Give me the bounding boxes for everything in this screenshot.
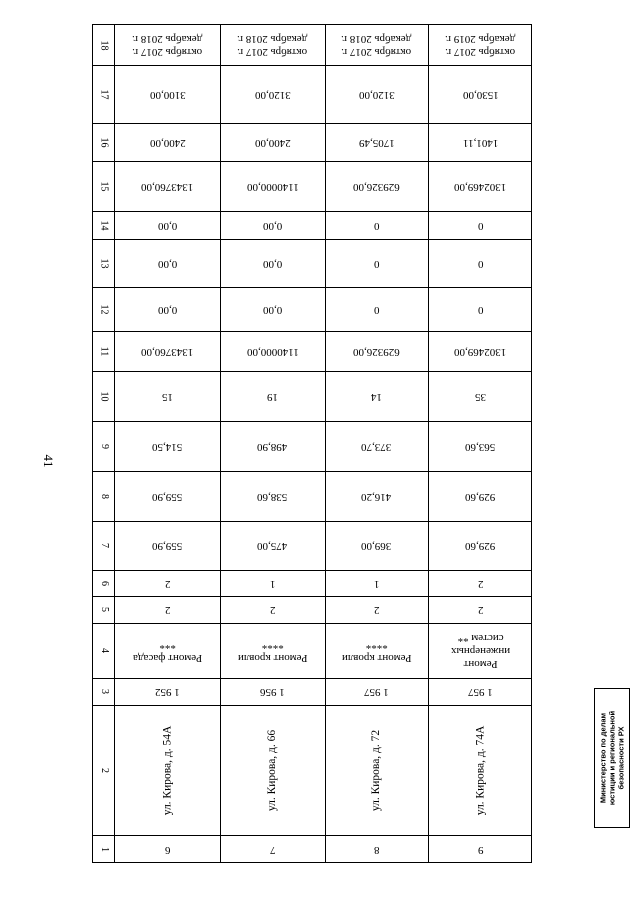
cell-value: 2 xyxy=(477,604,484,616)
work-type xyxy=(238,638,308,664)
work-period-line: октябрь 2017 г. xyxy=(341,46,412,58)
cell-value: 0,00 xyxy=(157,303,178,316)
column-number xyxy=(93,65,115,123)
table-cell-col-8 xyxy=(325,471,428,521)
cell-value: 2400,00 xyxy=(149,136,186,149)
column-number-text: 14 xyxy=(98,220,110,230)
cell-value: 563,60 xyxy=(465,440,496,453)
table-cell-col-8 xyxy=(428,471,533,521)
table-cell-col-9 xyxy=(115,421,220,471)
cell-value: 1 xyxy=(373,577,380,590)
table-cell-col-10 xyxy=(115,371,220,421)
table-cell-col-14 xyxy=(325,211,428,239)
work-type-line: **** xyxy=(365,638,388,651)
table-cell-col-18 xyxy=(325,25,428,65)
cell-value: 1302469,00 xyxy=(454,345,507,358)
table-cell-col-7 xyxy=(220,521,325,570)
table-cell-col-13 xyxy=(428,239,533,287)
cell-value: 2 xyxy=(164,577,171,590)
column-number-text: 13 xyxy=(98,258,110,268)
table-cell-col-1 xyxy=(325,835,428,864)
work-type-line: Ремонт кровли xyxy=(341,651,412,664)
cell-value: 2 xyxy=(269,604,276,616)
row-number: 9 xyxy=(477,844,484,856)
column-number xyxy=(93,421,115,471)
cell-value: 1140000,00 xyxy=(246,180,299,193)
table-cell-col-16 xyxy=(428,123,533,161)
table-cell-col-13 xyxy=(220,239,325,287)
column-number-text: 11 xyxy=(98,346,110,356)
work-period xyxy=(341,32,411,58)
address: ул. Кирова, д. 74А xyxy=(473,725,486,815)
cell-value: 1140000,00 xyxy=(246,345,299,358)
work-type-line: Ремонт кровли xyxy=(237,651,308,664)
cell-value: 559,90 xyxy=(152,540,183,552)
cell-value: 3120,00 xyxy=(254,88,291,101)
cell-value: 0,00 xyxy=(262,303,283,316)
table-cell-col-9 xyxy=(325,421,428,471)
work-type-line: Ремонт xyxy=(463,658,498,670)
table-cell-col-10 xyxy=(220,371,325,421)
work-type-line: инженерных xyxy=(450,645,511,657)
table-cell-col-14 xyxy=(428,211,533,239)
work-period-line: декабрь 2018 г. xyxy=(341,33,412,45)
column-number-text: 9 xyxy=(98,443,110,449)
table-cell-col-6 xyxy=(428,570,533,596)
table-cell-col-15 xyxy=(220,161,325,211)
address: ул. Кирова, д. 66 xyxy=(265,729,278,811)
ministry-stamp xyxy=(594,688,630,828)
row-number: 6 xyxy=(164,844,171,856)
table-cell-col-5 xyxy=(325,596,428,623)
stamp-line: безопасности РХ xyxy=(616,726,626,790)
row-number: 7 xyxy=(269,844,276,856)
table-cell-col-16 xyxy=(115,123,220,161)
column-number-text: 4 xyxy=(98,648,110,653)
table-cell-col-11 xyxy=(325,331,428,371)
cell-value: 15 xyxy=(162,390,173,403)
cell-value: 0 xyxy=(373,257,380,270)
table-cell-col-15 xyxy=(325,161,428,211)
column-number xyxy=(93,678,115,705)
table-cell-col-16 xyxy=(325,123,428,161)
cell-value: 475,00 xyxy=(257,540,288,552)
table-cell-col-7 xyxy=(428,521,533,570)
cell-value: 14 xyxy=(371,390,382,403)
table-cell-col-12 xyxy=(428,287,533,331)
address: ул. Кирова, д. 72 xyxy=(369,729,382,811)
table-cell-col-14 xyxy=(220,211,325,239)
work-period xyxy=(445,32,515,58)
table-cell-col-3 xyxy=(325,678,428,705)
stamp-line: юстиции и региональной xyxy=(607,710,617,806)
table-cell-col-11 xyxy=(220,331,325,371)
cell-value: 1401,11 xyxy=(462,136,499,149)
cell-value: 1 xyxy=(269,577,276,590)
cell-value: 369,00 xyxy=(361,540,392,552)
table-cell-col-2 xyxy=(428,705,533,835)
cell-value: 373,70 xyxy=(361,440,392,453)
table-cell-col-10 xyxy=(325,371,428,421)
column-number xyxy=(93,287,115,331)
table-cell-col-4 xyxy=(220,623,325,678)
table-cell-col-6 xyxy=(325,570,428,596)
cell-value: 1343760,00 xyxy=(141,180,194,193)
data-table xyxy=(92,24,532,863)
cell-value: 19 xyxy=(267,390,278,403)
work-period-line: октябрь 2017 г. xyxy=(237,46,308,58)
cell-value: 0,00 xyxy=(157,219,178,232)
build-year: 1 956 xyxy=(260,686,285,698)
table-cell-col-1 xyxy=(115,835,220,864)
table-cell-col-7 xyxy=(325,521,428,570)
work-type xyxy=(342,638,412,664)
column-number-text: 2 xyxy=(98,767,110,773)
table-cell-col-17 xyxy=(220,65,325,123)
work-period xyxy=(132,32,202,58)
cell-value: 629326,00 xyxy=(353,345,400,358)
work-type xyxy=(451,631,510,670)
work-period-line: октябрь 2017 г. xyxy=(445,46,516,58)
table-cell-col-6 xyxy=(115,570,220,596)
table-cell-col-2 xyxy=(220,705,325,835)
column-number xyxy=(93,331,115,371)
table-cell-col-4 xyxy=(428,623,533,678)
column-number-text: 10 xyxy=(98,391,110,401)
column-number xyxy=(93,623,115,678)
cell-value: 1302469,00 xyxy=(454,180,507,193)
build-year: 1 952 xyxy=(155,686,180,698)
cell-value: 0,00 xyxy=(157,257,178,270)
table-cell-col-2 xyxy=(325,705,428,835)
table-cell-col-3 xyxy=(115,678,220,705)
cell-value: 559,90 xyxy=(152,490,183,503)
work-period xyxy=(237,32,307,58)
cell-value: 929,60 xyxy=(465,540,496,552)
column-number xyxy=(93,471,115,521)
table-cell-col-6 xyxy=(220,570,325,596)
build-year: 1 957 xyxy=(364,686,389,698)
table-cell-col-16 xyxy=(220,123,325,161)
column-number xyxy=(93,371,115,421)
work-period-line: декабрь 2018 г. xyxy=(132,33,203,45)
column-number xyxy=(93,521,115,570)
work-period-line: декабрь 2018 г. xyxy=(237,33,308,45)
cell-value: 2 xyxy=(477,577,484,590)
cell-value: 3100,00 xyxy=(149,88,186,101)
table-cell-col-4 xyxy=(115,623,220,678)
work-type-line: **** xyxy=(261,638,284,651)
cell-value: 0 xyxy=(477,257,484,270)
table-cell-col-18 xyxy=(115,25,220,65)
work-type-line: систем ** xyxy=(457,632,504,644)
cell-value: 2400,00 xyxy=(254,136,291,149)
cell-value: 0,00 xyxy=(262,219,283,232)
cell-value: 3120,00 xyxy=(358,88,395,101)
column-number xyxy=(93,161,115,211)
column-number-text: 6 xyxy=(98,580,110,586)
column-number xyxy=(93,239,115,287)
address: ул. Кирова, д. 54А xyxy=(160,725,173,815)
table-cell-col-9 xyxy=(220,421,325,471)
cell-value: 2 xyxy=(373,604,380,616)
column-number xyxy=(93,596,115,623)
table-cell-col-15 xyxy=(115,161,220,211)
column-number-text: 17 xyxy=(98,89,110,99)
column-number xyxy=(93,835,115,864)
stamp-line: Министерство по делам xyxy=(598,712,608,804)
column-number-text: 1 xyxy=(98,847,110,852)
stamp-text xyxy=(599,691,626,825)
build-year: 1 957 xyxy=(468,686,493,698)
table-cell-col-7 xyxy=(115,521,220,570)
table-cell-col-8 xyxy=(220,471,325,521)
column-number xyxy=(93,25,115,65)
table-cell-col-9 xyxy=(428,421,533,471)
table-cell-col-11 xyxy=(428,331,533,371)
column-number-text: 15 xyxy=(98,181,110,191)
cell-value: 0 xyxy=(373,303,380,316)
table-cell-col-17 xyxy=(115,65,220,123)
cell-value: 1530,00 xyxy=(462,88,499,101)
work-period-line: декабрь 2019 г. xyxy=(445,33,516,45)
column-number-text: 18 xyxy=(98,40,110,50)
table-cell-col-15 xyxy=(428,161,533,211)
work-type-line: *** xyxy=(159,638,176,651)
cell-value: 0 xyxy=(477,219,484,232)
table-cell-col-13 xyxy=(325,239,428,287)
column-number-text: 16 xyxy=(98,137,110,147)
cell-value: 0 xyxy=(477,303,484,316)
column-number-text: 8 xyxy=(98,493,110,499)
table-cell-col-4 xyxy=(325,623,428,678)
column-number xyxy=(93,123,115,161)
table-cell-col-12 xyxy=(220,287,325,331)
table-cell-col-12 xyxy=(325,287,428,331)
cell-value: 514,50 xyxy=(152,440,183,453)
cell-value: 538,60 xyxy=(257,490,288,503)
table-cell-col-2 xyxy=(115,705,220,835)
table-cell-col-13 xyxy=(115,239,220,287)
column-number xyxy=(93,570,115,596)
cell-value: 416,20 xyxy=(361,490,392,503)
table-cell-col-10 xyxy=(428,371,533,421)
cell-value: 1343760,00 xyxy=(141,345,194,358)
cell-value: 629326,00 xyxy=(353,180,400,193)
table-cell-col-8 xyxy=(115,471,220,521)
cell-value: 0,00 xyxy=(262,257,283,270)
table-cell-col-1 xyxy=(428,835,533,864)
work-type-line: Ремонт фасада xyxy=(132,651,203,664)
column-number-text: 7 xyxy=(98,543,110,548)
cell-value: 0 xyxy=(373,219,380,232)
column-number-text: 3 xyxy=(98,689,110,694)
column-number-text: 5 xyxy=(98,607,110,612)
page-number: 41 xyxy=(41,454,56,468)
table-cell-col-5 xyxy=(220,596,325,623)
table-cell-col-14 xyxy=(115,211,220,239)
table-cell-col-18 xyxy=(220,25,325,65)
column-number xyxy=(93,211,115,239)
column-number-text: 12 xyxy=(98,304,110,314)
work-type xyxy=(133,638,202,664)
table-cell-col-18 xyxy=(428,25,533,65)
table-cell-col-5 xyxy=(428,596,533,623)
table-cell-col-3 xyxy=(428,678,533,705)
table-cell-col-12 xyxy=(115,287,220,331)
cell-value: 2 xyxy=(164,604,171,616)
column-number xyxy=(93,705,115,835)
table-cell-col-11 xyxy=(115,331,220,371)
cell-value: 498,90 xyxy=(257,440,288,453)
row-number: 8 xyxy=(373,844,380,856)
table-cell-col-3 xyxy=(220,678,325,705)
table-cell-col-1 xyxy=(220,835,325,864)
work-period-line: октябрь 2017 г. xyxy=(132,46,203,58)
cell-value: 1705,49 xyxy=(358,136,395,149)
cell-value: 929,60 xyxy=(465,490,496,503)
table-cell-col-17 xyxy=(325,65,428,123)
table-cell-col-5 xyxy=(115,596,220,623)
table-cell-col-17 xyxy=(428,65,533,123)
cell-value: 35 xyxy=(475,390,486,403)
